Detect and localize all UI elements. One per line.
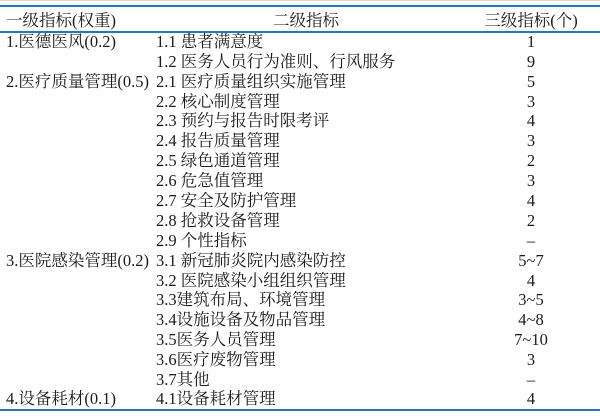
cell-level2-indicator: 2.1 医疗质量组织实施管理	[156, 71, 346, 91]
cell-level2-indicator: 2.9 个性指标	[156, 230, 247, 250]
cell-level1-indicator-weight: 1.医德医风(0.2)	[6, 32, 116, 52]
table-row	[0, 271, 600, 291]
cell-level2-indicator: 3.1 新冠肺炎院内感染防控	[156, 250, 346, 270]
cell-level3-indicator-count: 5~7	[518, 250, 544, 270]
header-level2-indicator: 二级指标	[150, 6, 462, 32]
cell-level3-indicator-count: 3	[526, 171, 536, 191]
cell-level1-indicator-weight	[0, 112, 150, 132]
table-row	[0, 131, 600, 151]
table-row	[0, 92, 600, 112]
cell-level3-indicator-count: 2	[526, 151, 536, 171]
table-row	[0, 370, 600, 390]
cell-level1-indicator-weight	[0, 211, 150, 231]
cell-level2-indicator: 1.1 患者满意度	[156, 32, 264, 52]
cell-level1-indicator-weight	[0, 350, 150, 370]
cell-level3-indicator-count: –	[526, 370, 536, 390]
cell-level1-indicator-weight	[0, 370, 150, 390]
table-row	[0, 151, 600, 171]
table-row	[0, 191, 600, 211]
table-row	[0, 211, 600, 231]
cell-level3-indicator-count: 1	[526, 32, 536, 52]
cell-level1-indicator-weight: 2.医疗质量管理(0.5)	[6, 71, 149, 91]
cell-level3-indicator-count: 3~5	[518, 290, 544, 310]
cell-level3-indicator-count: 9	[526, 51, 536, 71]
table-header	[0, 6, 600, 32]
table-row	[0, 72, 600, 92]
table-row	[0, 251, 600, 271]
cell-level1-indicator-weight	[0, 171, 150, 191]
cell-level2-indicator: 2.2 核心制度管理	[156, 91, 280, 111]
cell-level1-indicator-weight	[0, 271, 150, 291]
cell-level3-indicator-count: 4~8	[518, 310, 544, 330]
cell-level2-indicator: 2.7 安全及防护管理	[156, 191, 297, 210]
cell-level3-indicator-count: 4	[526, 191, 536, 210]
cell-level2-indicator: 2.3 预约与报告时限考评	[156, 111, 330, 131]
table-row	[0, 330, 600, 350]
cell-level1-indicator-weight	[0, 310, 150, 330]
cell-level2-indicator: 4.1设备耗材管理	[150, 390, 462, 410]
cell-level2-indicator: 3.3建筑布局、环境管理	[156, 290, 326, 310]
cell-level3-indicator-count: 3	[526, 91, 536, 111]
table-row	[0, 32, 600, 52]
indicator-table	[0, 5, 600, 411]
cell-level1-indicator-weight	[0, 330, 150, 350]
cell-level1-indicator-weight	[0, 151, 150, 171]
cell-level1-indicator-weight	[0, 92, 150, 112]
cell-level3-indicator-count: 4	[462, 390, 600, 410]
cell-level2-indicator: 2.8 抢救设备管理	[156, 211, 280, 230]
cell-level3-indicator-count: 5	[526, 71, 536, 91]
cell-level1-indicator-weight	[0, 131, 150, 151]
cell-level1-indicator-weight	[0, 191, 150, 211]
cell-level2-indicator: 2.6 危急值管理	[156, 171, 264, 191]
header-level1-indicator-weight: 一级指标(权重)	[0, 6, 150, 32]
cell-level1-indicator-weight	[0, 231, 150, 251]
cell-level3-indicator-count: 7~10	[514, 330, 548, 350]
cell-level3-indicator-count: 4	[526, 111, 536, 131]
table-row	[0, 390, 600, 410]
table-row	[0, 231, 600, 251]
table-row	[0, 291, 600, 311]
table-row	[0, 350, 600, 370]
cell-level3-indicator-count: 3	[526, 350, 536, 370]
cell-level2-indicator: 3.6医疗废物管理	[156, 350, 276, 370]
cell-level3-indicator-count: 3	[526, 131, 536, 151]
table-header-row	[0, 6, 600, 32]
cell-level2-indicator: 3.2 医院感染小组组织管理	[156, 270, 346, 290]
table-body	[0, 32, 600, 410]
cell-level2-indicator: 2.4 报告质量管理	[156, 131, 280, 151]
cell-level1-indicator-weight	[0, 291, 150, 311]
cell-level2-indicator: 3.4设施设备及物品管理	[156, 310, 326, 330]
cell-level2-indicator: 3.7其他	[156, 370, 210, 390]
cell-level3-indicator-count: 4	[526, 270, 536, 290]
cell-level3-indicator-count: –	[526, 230, 536, 250]
cell-level1-indicator-weight	[0, 52, 150, 72]
table-row	[0, 112, 600, 132]
cell-level2-indicator: 2.5 绿色通道管理	[156, 151, 280, 171]
table-row	[0, 310, 600, 330]
table-row	[0, 52, 600, 72]
cell-level2-indicator: 3.5医务人员管理	[156, 330, 276, 350]
cell-level1-indicator-weight: 4.设备耗材(0.1)	[0, 390, 150, 410]
header-level3-indicator-count: 三级指标(个)	[462, 6, 600, 32]
table-row	[0, 171, 600, 191]
cell-level1-indicator-weight: 3.医院感染管理(0.2)	[6, 250, 149, 270]
cell-level2-indicator: 1.2 医务人员行为准则、行风服务	[156, 51, 396, 71]
cell-level3-indicator-count: 2	[526, 211, 536, 230]
